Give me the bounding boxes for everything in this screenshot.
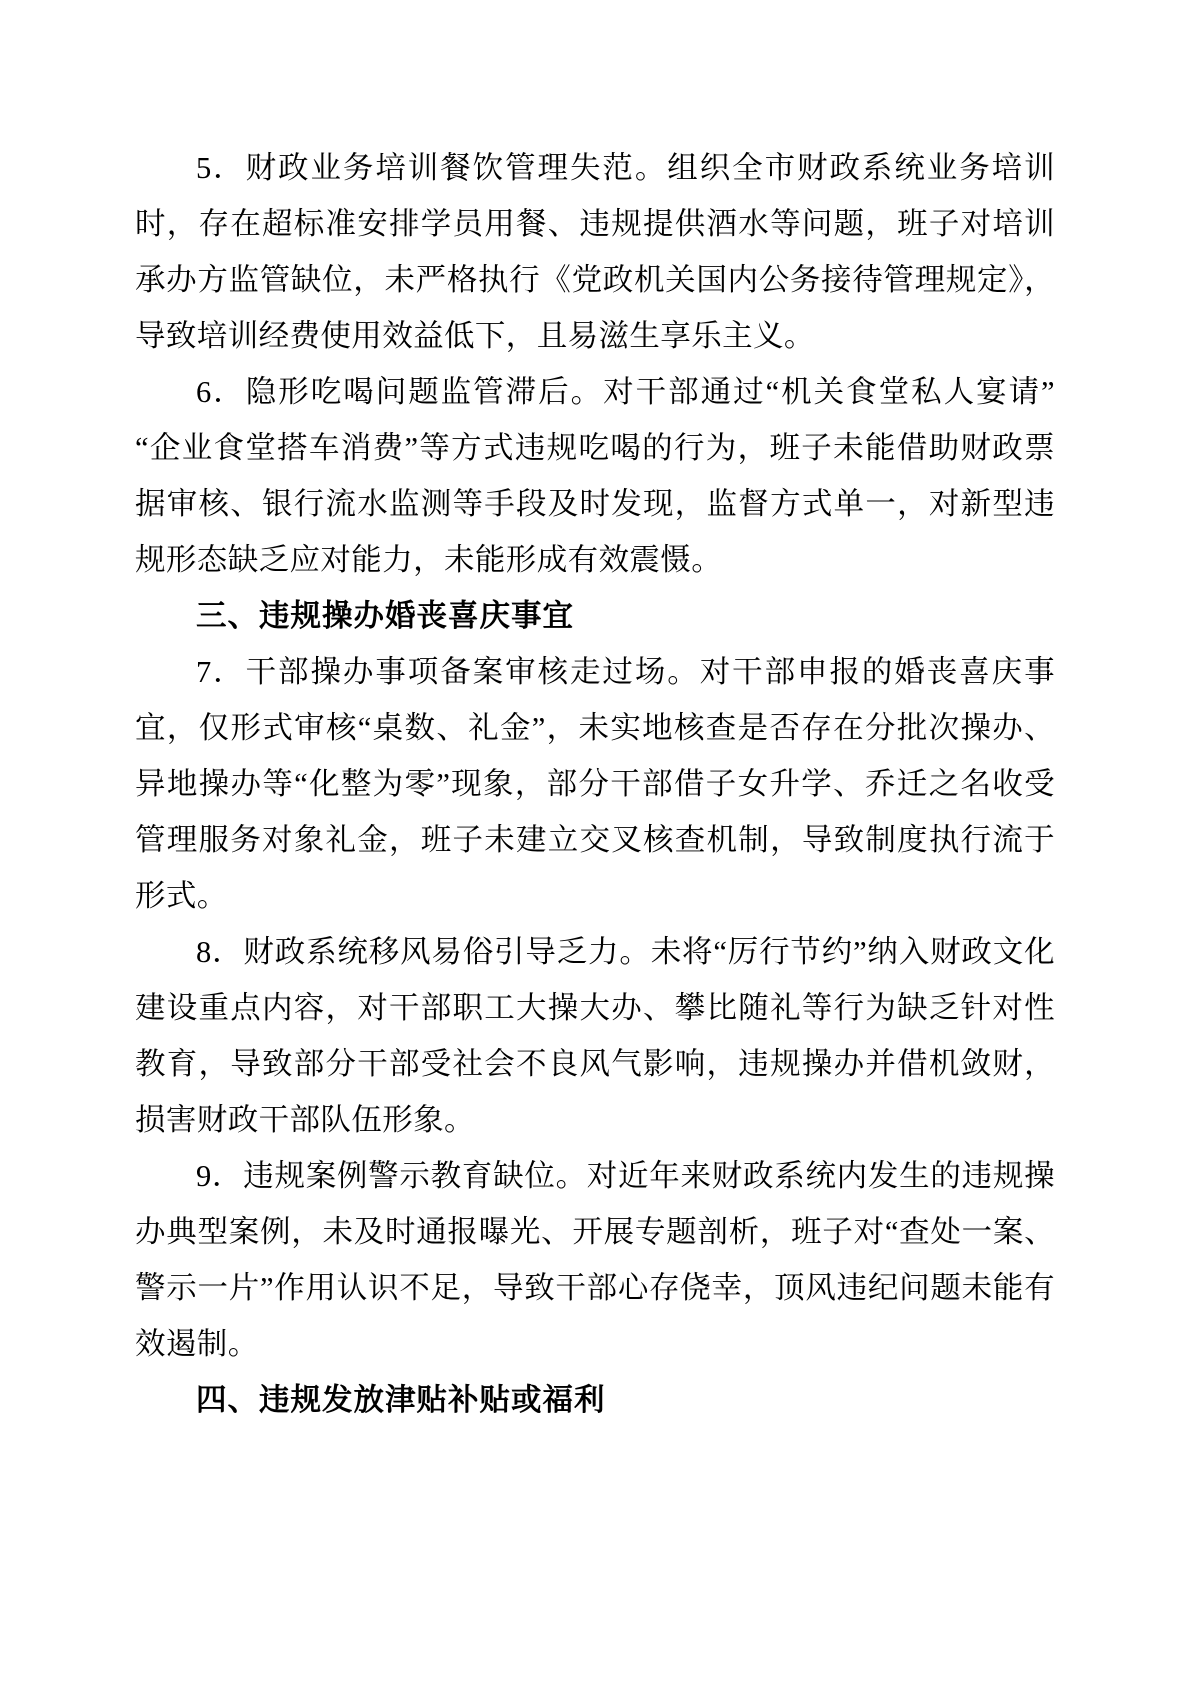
- paragraph-item-9: 9．违规案例警示教育缺位。对近年来财政系统内发生的违规操办典型案例，未及时通报曝光、开展专题剖析，班子对“查处一案、警示一片”作用认识不足，导致干部心存侥幸，顶风违纪问题未能有效遏制。: [135, 1159, 1055, 1361]
- paragraph-item-8: 8．财政系统移风易俗引导乏力。未将“厉行节约”纳入财政文化建设重点内容，对干部职工大操大办、攀比随礼等行为缺乏针对性教育，导致部分干部受社会不良风气影响，违规操办并借机敛财，损害财政干部队伍形象。: [135, 935, 1055, 1137]
- paragraph-item-6: 6．隐形吃喝问题监管滞后。对干部通过“机关食堂私人宴请”“企业食堂搭车消费”等方式违规吃喝的行为，班子未能借助财政票据审核、银行流水监测等手段及时发现，监督方式单一，对新型违规形态缺乏应对能力，未能形成有效震慑。: [135, 375, 1055, 577]
- paragraph-item-5: 5．财政业务培训餐饮管理失范。组织全市财政系统业务培训时，存在超标准安排学员用餐、违规提供酒水等问题，班子对培训承办方监管缺位，未严格执行《党政机关国内公务接待管理规定》，导致培训经费使用效益低下，且易滋生享乐主义。: [135, 151, 1055, 353]
- section-heading-three: 三、违规操办婚丧喜庆事宜: [196, 599, 574, 633]
- document-body: [135, 140, 1055, 1428]
- paragraph-item-7: 7．干部操办事项备案审核走过场。对干部申报的婚丧喜庆事宜，仅形式审核“桌数、礼金”，未实地核查是否存在分批次操办、异地操办等“化整为零”现象，部分干部借子女升学、乔迁之名收受管理服务对象礼金，班子未建立交叉核查机制，导致制度执行流于形式。: [135, 655, 1055, 913]
- section-heading-four: 四、违规发放津贴补贴或福利: [196, 1383, 606, 1417]
